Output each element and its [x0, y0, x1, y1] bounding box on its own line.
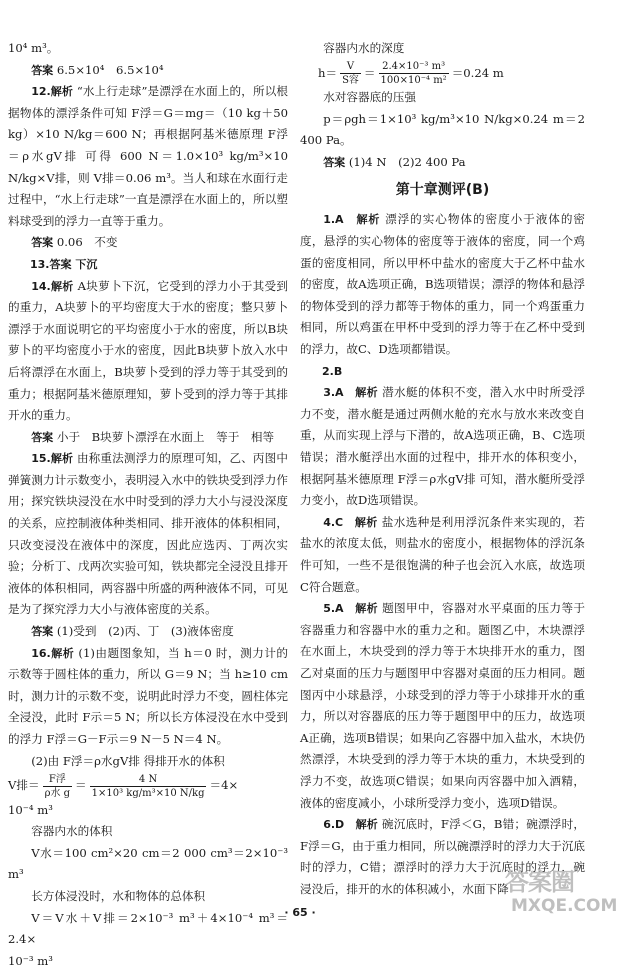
pressure-equation: p＝ρgh＝1×10³ kg/m³×10 N/kg×0.24 m＝2 400 Pa。: [300, 111, 585, 148]
fraction-values: $\frac{4 N}{\text{1×10³ kg/m³×10 N/kg}}$: [91, 773, 205, 799]
page-number: · 65 ·: [284, 906, 316, 919]
total-volume: V＝V水＋V排＝2×10⁻³ m³＋4×10⁻⁴ m³＝2.4×: [8, 910, 288, 947]
depth-equation: h＝ $\frac{V}{\text{S容}}$ ＝ $\frac{\text{2.4×10⁻³ m³}}{\text{100×10⁻⁴ m²}}$ ＝0.24 m: [318, 61, 504, 87]
volume-equation: V排＝ $\frac{\text{F浮}}{\text{ρ水 g}}$ ＝ $\frac{4 N}{\text{1×10³ kg/m³×10 N/kg}}$ ＝4×: [8, 773, 239, 799]
depth-label: 容器内水的深度: [323, 41, 405, 55]
volume-equation-cont: 10⁻⁴ m³: [8, 802, 53, 817]
water-volume-label: 容器内水的体积: [31, 824, 113, 839]
question-1: 1.A 解析 漂浮的实心物体的密度小于液体的密度，悬浮的实心物体的密度等于液体的密度，同一个鸡蛋的密度相同，所以甲杯中盐水的密度大于乙杯中盐水的密度，故A选项正确，B选项错误；漂浮的物体和悬浮的物体受到的浮力都等于物体的重力，同一个鸡蛋重力相同，所以鸡蛋在甲杯中受到的浮力等于在乙杯中受到的浮力，故C、D选项都错误。: [300, 212, 586, 357]
answer-16: 答案 (1)4 N (2)2 400 Pa: [323, 154, 466, 169]
question-5: 5.A 解析 题图甲中，容器对水平桌面的压力等于容器重力和容器中水的重力之和。题图乙中，木块漂浮在水面上，木块受到的浮力等于木块排开水的重力，图乙对桌面的压力与题图甲中容器对桌面的压力相同。题图丙中小球悬浮，小球受到的浮力等于小球排开水的重力，所以对容器底的压力等于题图甲中的压力，故选项A正确，选项B错误；如果向乙容器中加入盐水，木块仍然漂浮，木块受到的浮力等于木块的重力，木块受到的浮力不变，故选项C错误；如果向丙容器中加入酒精，液体的密度减小，小球所受浮力变小，选项D错误。: [300, 601, 585, 810]
total-volume-label: 长方体浸没时，水和物体的总体积: [31, 889, 206, 904]
answer-13: 13.答案 下沉: [30, 257, 98, 271]
fraction-depth-values: $\frac{\text{2.4×10⁻³ m³}}{\text{100×10⁻⁴ m²}}$: [380, 61, 447, 87]
answer-label: 答案: [31, 63, 54, 77]
top-line: 10⁴ m³。: [8, 41, 59, 55]
water-volume: V水＝100 cm²×20 cm＝2 000 cm³＝2×10⁻³ m³: [8, 845, 288, 882]
question-15-analysis: 15.解析 由称重法测浮力的原理可知，乙、丙图中弹簧测力计示数变小，表明浸入水中的铁块受到浮力作用；探究铁块浸没在水中时受到的浮力大小与浸没深度的关系，应控制液体种类相同、排开液体的体积相同，只改变浸没在液体中的深度，因此应选丙、丁两次实验；分析丁、戊两次实验可知，铁块都完全浸没且排开液体的体积相同，两容器中所盛的两种液体不同，可见是为了探究浮力大小与液体密度的关系。: [8, 451, 288, 617]
watermark-logo: [505, 862, 617, 924]
answer-14: 答案 小于 B块萝卜漂浮在水面上 等于 相等: [31, 429, 275, 444]
right-column: [300, 38, 585, 900]
question-2: 2.B: [322, 364, 343, 378]
fraction-buoyancy: $\frac{\text{F浮}}{\text{ρ水 g}}$: [44, 773, 71, 799]
answer-12: 答案 0.06 不变: [31, 235, 118, 250]
question-12-analysis: 12.解析 “水上行走球”是漂浮在水面上的，所以根据物体的漂浮条件可知 F浮＝G＝mg＝（10 kg＋50 kg）×10 N/kg＝600 N；再根据阿基米德原理 F浮＝ρ水gV排 可得 600 N＝1.0×10³ kg/m³×10 N/kg×V排，则 V排＝0.06 m³。当人和球在水面行走过程中，“水上行走球”一直是漂浮在水面上的，所以塑料球受到的浮力一直等于重力。: [8, 84, 289, 228]
watermark-url: MXQE.COM: [511, 896, 617, 916]
watermark-text: 答案圈: [505, 868, 574, 896]
fraction-depth: $\frac{V}{\text{S容}}$: [342, 61, 359, 87]
answer-11: 答案 6.5×10⁴ 6.5×10⁴: [31, 62, 164, 77]
pressure-label: 水对容器底的压强: [323, 90, 416, 105]
question-16-analysis: 16.解析 (1)由题图象知，当 h＝0 时，测力计的示数等于圆柱体的重力，所以 G＝9 N；当 h≥10 cm时，测力计的示数不变，说明此时浮力不变，圆柱体完全浸没，此时 F示＝5 N；所以长方体浸没在水中受到的浮力 F浮＝G－F示＝9 N－5 N＝4 N。: [8, 645, 289, 746]
left-column: [8, 38, 288, 972]
question-3: 3.A 解析 潜水艇的体积不变，潜入水中时所受浮力不变，潜水艇是通过两侧水舱的充水与放水来改变自重，从而实现上浮与下潜的，故A选项正确，B、C选项错误；潜水艇浮出水面的过程中，排开水的体积变小，根据阿基米德原理 F浮＝ρ水gV排 可知，潜水艇所受浮力变小，故D选项错误。: [300, 385, 585, 508]
answer-15: 答案 (1)受到 (2)丙、丁 (3)液体密度: [31, 624, 234, 639]
question-6: 6.D 解析 碗沉底时，F浮＜G，B错；碗漂浮时，F浮＝G，由于重力相同，所以碗漂浮时的浮力大于沉底时的浮力，C错；漂浮时的浮力大于沉底时的浮力，碗浸没后，排开的水的体积减小，水面下降: [300, 817, 586, 896]
question-14-analysis: 14.解析 A块萝卜下沉，它受到的浮力小于其受到的重力，A块萝卜的平均密度大于水的密度；整只萝卜漂浮于水面说明它的平均密度小于水的密度，所以B块萝卜的平均密度小于水的密度，因此B块萝卜放入水中后将漂浮在水面上，B块萝卜受到的浮力等于其受到的重力；根据阿基米德原理知，萝卜受到的浮力等于其排开水的重力。: [8, 278, 289, 423]
total-volume-cont: 10⁻³ m³: [8, 953, 53, 968]
analysis-label: 解析: [50, 85, 74, 99]
section-title: 第十章测评(B): [395, 182, 490, 199]
question-16-part2: (2)由 F浮＝ρ水gV排 得排开水的体积: [31, 753, 225, 768]
question-4: 4.C 解析 盐水选种是利用浮沉条件来实现的，若盐水的浓度太低，则盐水的密度小，根据物体的浮沉条件可知，一些不是很饱满的种子也会沉入水底，故选项C符合题意。: [300, 514, 586, 594]
